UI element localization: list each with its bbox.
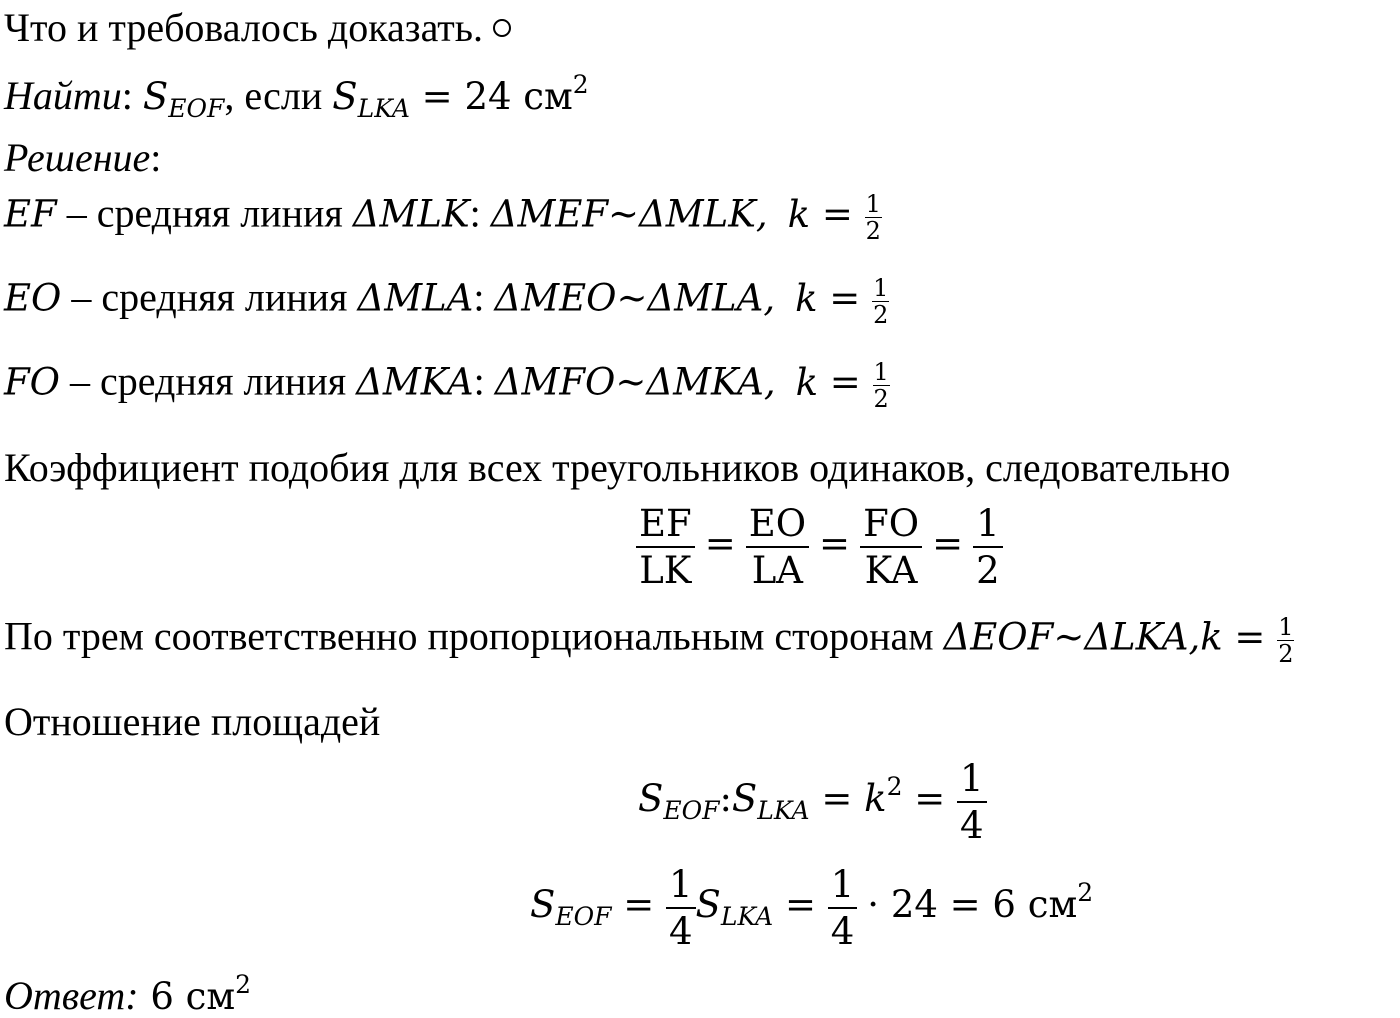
midline-row: EF – средняя линия ΔMLK: ΔMEF~ΔMLK, k = $\frac{1}{2}$ (4, 190, 881, 245)
coefficient-text: Коэффициент подобия для всех треугольников одинаков, следовательно (4, 445, 1231, 490)
fraction-one-quarter: $\frac{1}{4}$ (957, 760, 987, 844)
proof-complete-text: Что и требовалось доказать. (4, 5, 484, 50)
fraction-ef-lk: $\frac{EF}{LK}$ (636, 505, 695, 589)
fraction-one-half: $\frac{1}{2}$ (973, 505, 1003, 589)
fraction-one-quarter: $\frac{1}{4}$ (666, 866, 696, 950)
solution-label-line: Решение: (4, 135, 162, 180)
ratio-equation: $\frac{EF}{LK}$ = $\frac{EO}{LA}$ = $\frac{FO}{KA}$ = $\frac{1}{2}$ (636, 505, 1003, 589)
fraction-one-quarter: $\frac{1}{4}$ (828, 866, 858, 950)
midline-row: FO – средняя линия ΔMKA: ΔMFO~ΔMKA, k = $\frac{1}{2}$ (4, 358, 889, 413)
midline-row: EO – средняя линия ΔMLA: ΔMEO~ΔMLA, k = $\frac{1}{2}$ (4, 274, 889, 329)
proof-complete-line (4, 5, 511, 50)
fraction-one-half: $\frac{1}{2}$ (873, 358, 889, 413)
area-ratio-text: Отношение площадей (4, 699, 381, 744)
find-label: Найти (4, 73, 122, 118)
answer-label: Ответ: (4, 973, 139, 1018)
find-line: Найти: $S_{EOF}$, если $S_{LKA} = 24$ $см^2$ (4, 70, 589, 123)
area-calculation-equation: $S_{EOF}$ = $\frac{1}{4}$ $S_{LKA}$ = $\frac{1}{4}$ · 24 = 6 $см^2$ (530, 863, 1094, 953)
fraction-one-half: $\frac{1}{2}$ (873, 274, 889, 329)
area-ratio-equation: $S_{EOF}:S_{LKA} = k^2$ = $\frac{1}{4}$ (638, 760, 987, 844)
fraction-one-half: $\frac{1}{2}$ (865, 190, 881, 245)
fraction-fo-ka: $\frac{FO}{KA}$ (860, 505, 922, 589)
fraction-one-half: $\frac{1}{2}$ (1278, 613, 1294, 668)
end-of-proof-circle-icon (493, 19, 511, 37)
fraction-eo-la: $\frac{EO}{LA}$ (746, 505, 809, 589)
solution-label: Решение (4, 135, 151, 180)
proportional-sides-line: По трем соответственно пропорциональным сторонам ΔEOF~ΔLKA,k = $\frac{1}{2}$ (4, 613, 1294, 668)
answer-line: Ответ: 6 $см^2$ (4, 970, 252, 1018)
